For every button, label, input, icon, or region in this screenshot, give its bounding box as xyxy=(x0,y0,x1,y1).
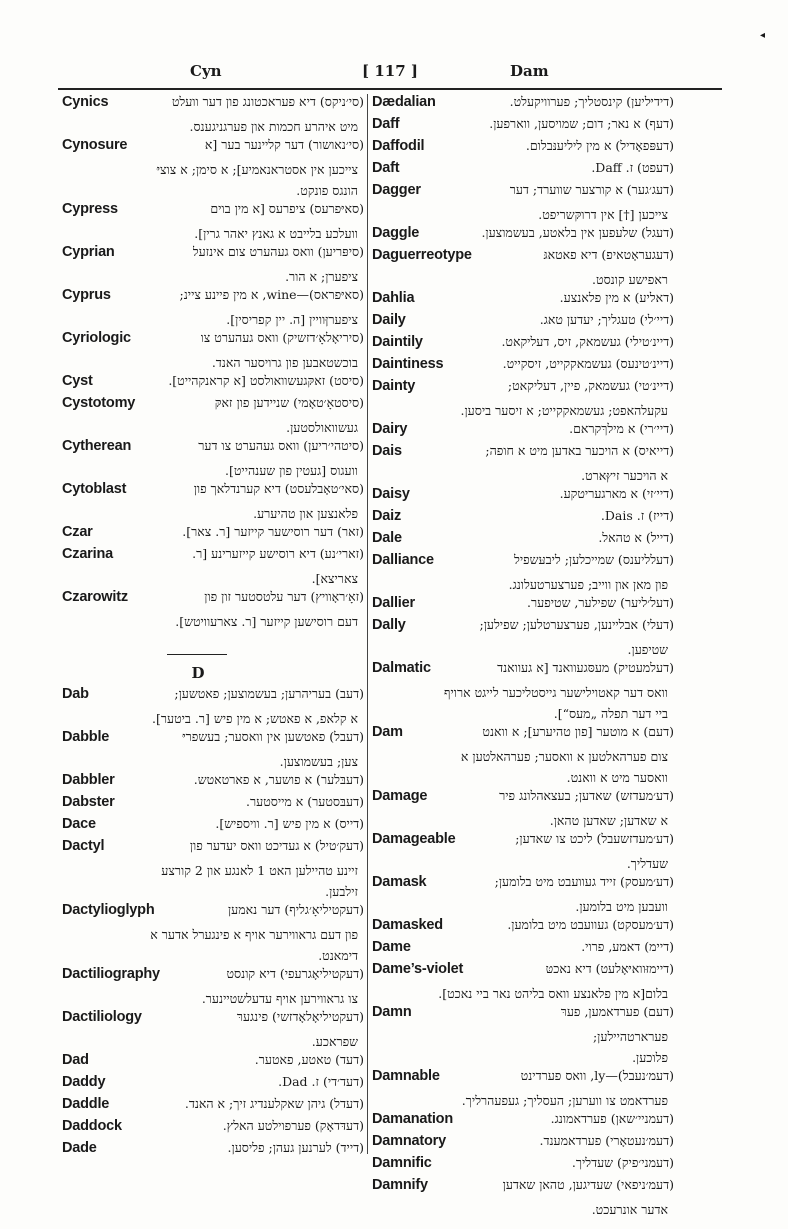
dictionary-entry xyxy=(62,838,364,902)
dictionary-entry xyxy=(62,589,364,632)
entry-first-line xyxy=(372,290,674,312)
margin-mark: ◂ xyxy=(760,30,766,41)
definition-text: (דיינ׳טינעס) געשמאקקייט, זיסקייט. xyxy=(502,356,674,371)
headword: Cynics xyxy=(62,94,109,110)
dictionary-entry xyxy=(62,686,364,729)
dictionary-entry xyxy=(62,816,364,838)
definition-text: (סיפּריען) וואס געהערט צום אינזעל xyxy=(192,244,364,259)
headword: Damn xyxy=(372,1004,412,1020)
headword: Daily xyxy=(372,312,406,328)
headword: Dahlia xyxy=(372,290,415,306)
dictionary-entry xyxy=(372,1004,674,1068)
dictionary-entry xyxy=(372,831,674,874)
headword: Cyst xyxy=(62,373,93,389)
definition-text: (סאיּפראס)—wine, א מין פיינע ציינ; xyxy=(179,287,364,302)
definition-text: (דעקטיליאָ׳גליף) דער נאמען xyxy=(227,902,364,917)
dictionary-entry xyxy=(372,617,674,660)
entry-first-line xyxy=(372,660,674,682)
entry-first-line xyxy=(372,138,674,160)
section-letter: D xyxy=(191,664,205,682)
definition-text: (דעגעראָטאיפ) דיא פאטאגּ xyxy=(543,247,674,262)
definition-text: (דיי׳רי) א מילךּקראם. xyxy=(569,421,674,436)
entry-first-line xyxy=(62,395,364,417)
headword: Dabster xyxy=(62,794,115,810)
definition-text: (דעף) א נאר; דום; שמויסען, ווארפען. xyxy=(489,116,674,131)
headword: Dam xyxy=(372,724,403,740)
dictionary-entry xyxy=(62,438,364,481)
definition-text: (דיי׳לי) טעגליך; יעדען טאג. xyxy=(539,312,674,327)
dictionary-entry xyxy=(62,1009,364,1052)
definition-continuation: פלאנצען און טהיערע. xyxy=(253,506,358,521)
entry-first-line xyxy=(372,312,674,334)
page-header xyxy=(60,62,720,84)
dictionary-entry xyxy=(372,552,674,595)
headword: Daffodil xyxy=(372,138,425,154)
column-divider xyxy=(367,94,368,1154)
definition-text: (דעל׳ליער) שפילער, שטיפער. xyxy=(527,595,674,610)
entry-first-line xyxy=(62,1140,364,1162)
entry-first-line xyxy=(62,1096,364,1118)
headword: Cystotomy xyxy=(62,395,136,411)
dictionary-entry xyxy=(372,116,674,138)
headword: Daisy xyxy=(372,486,410,502)
entry-first-line xyxy=(62,794,364,816)
definition-text: (דעמ׳ניפאי) שעדיגען, טהאן שאדען xyxy=(502,1177,674,1192)
definition-continuation: בוכשטאבען פון גרויסער האנד. xyxy=(211,355,358,370)
dictionary-entry xyxy=(62,1140,364,1162)
headword: Damnify xyxy=(372,1177,428,1193)
dictionary-entry xyxy=(372,160,674,182)
entry-first-line xyxy=(62,1052,364,1074)
definition-continuation: פלוכען. xyxy=(632,1050,668,1065)
definition-continuation: צען; בעשמוצען. xyxy=(279,754,358,769)
entry-first-line xyxy=(62,94,364,116)
dictionary-entry xyxy=(62,201,364,244)
headword: Daggle xyxy=(372,225,420,241)
dictionary-entry xyxy=(372,595,674,617)
dictionary-entry xyxy=(62,137,364,201)
headword: Damasked xyxy=(372,917,443,933)
headword: Daddle xyxy=(62,1096,110,1112)
entry-first-line xyxy=(372,552,674,574)
entry-first-line xyxy=(372,116,674,138)
headword: Czarina xyxy=(62,546,113,562)
dictionary-entry xyxy=(372,1177,674,1220)
definition-continuation: שפראכע. xyxy=(311,1034,358,1049)
left-column xyxy=(62,94,364,1162)
dictionary-entry xyxy=(372,1155,674,1177)
definition-text: (דעמ׳נעבל)—ly, וואס פערדינט xyxy=(520,1068,674,1083)
headword: Dame xyxy=(372,939,411,955)
entry-first-line xyxy=(62,244,364,266)
headword: Dade xyxy=(62,1140,97,1156)
definition-text: (דאליע) א מין פלאנצע. xyxy=(559,290,674,305)
definition-text: (סי׳ניקס) דיא פעראכטונג פון דער וועלט xyxy=(171,94,364,109)
definition-text: (דעמניי׳שאן) פערדאמונג. xyxy=(550,1111,674,1126)
headword: Cytoblast xyxy=(62,481,127,497)
dictionary-entry xyxy=(372,961,674,1004)
entry-first-line xyxy=(62,902,364,924)
entry-first-line xyxy=(62,330,364,352)
entry-first-line xyxy=(372,247,674,269)
dictionary-entry xyxy=(372,356,674,378)
definition-text: (סיסט) זאקּגעשוואולסט [א קראנקהייט]. xyxy=(168,373,364,388)
definition-continuation: וועלכע בלייבט א גאנץ יאהר גרין]. xyxy=(194,226,358,241)
definition-continuation: וואסער מיט א וואנט. xyxy=(566,770,668,785)
definition-text: (דעבּסטער) א מייסטער. xyxy=(246,794,364,809)
dictionary-entry xyxy=(372,1111,674,1133)
dictionary-entry xyxy=(62,373,364,395)
definition-text: (דעפּפאָדיל) א מין ליליענּבלום. xyxy=(525,138,674,153)
definition-text: (דעמני׳פיק) שעדליך. xyxy=(571,1155,674,1170)
definition-text: (דע׳מעדזש) שאדען; בעצאהלונג פיר xyxy=(499,788,674,803)
headword: Dainty xyxy=(372,378,416,394)
dictionary-entry xyxy=(372,486,674,508)
headword: Daiz xyxy=(372,508,402,524)
entry-first-line xyxy=(62,1009,364,1031)
definition-continuation: וועבען מיט בלומען. xyxy=(575,899,668,914)
entry-first-line xyxy=(62,373,364,395)
entry-first-line xyxy=(372,94,674,116)
entry-first-line xyxy=(372,617,674,639)
entry-first-line xyxy=(372,831,674,853)
definition-text: (דע׳מעסקט) געוועבט מיט בלומען. xyxy=(507,917,674,932)
definition-continuation: מיט איהרע חכמות און פערגניגענס. xyxy=(189,119,358,134)
definition-text: (דיי׳זי) א מארגעריטקע. xyxy=(559,486,674,501)
dictionary-entry xyxy=(62,966,364,1009)
headword: Damageable xyxy=(372,831,456,847)
definition-text: (דייס) א מין פיש [ר. וויספיש]. xyxy=(215,816,364,831)
definition-text: (דעקטיליאָגרעפי) דיא קונסט xyxy=(226,966,364,981)
definition-continuation: עקעלהאפט; געשמאקקייט; א זיסער ביסען. xyxy=(460,403,668,418)
dictionary-entry xyxy=(372,182,674,225)
definition-text: (דע׳מעסק) זייד געוועבט מיט בלומען; xyxy=(494,874,674,889)
headword: Dairy xyxy=(372,421,408,437)
headword: Dally xyxy=(372,617,406,633)
headword: Cynosure xyxy=(62,137,128,153)
definition-text: (דיימ) דאמע, פרוי. xyxy=(581,939,674,954)
definition-continuation: ציפערןּוויין [ה. יין קפריסין]. xyxy=(226,312,358,327)
definition-text: (דיינ׳טילי) געשמאק, זיס, דעליקאט. xyxy=(501,334,674,349)
definition-continuation: פערדאמט צו ווערען; העסליך; געפעהרליך. xyxy=(461,1093,668,1108)
entry-first-line xyxy=(372,1068,674,1090)
definition-text: (סאיּפרעס) ציפרעס [א מין בוים xyxy=(210,201,364,216)
dictionary-entry xyxy=(62,94,364,137)
headword: Damanation xyxy=(372,1111,453,1127)
entry-first-line xyxy=(62,137,364,159)
entry-first-line xyxy=(372,486,674,508)
dictionary-entry xyxy=(62,287,364,330)
dictionary-entry xyxy=(372,530,674,552)
entry-first-line xyxy=(372,182,674,204)
headword: Dagger xyxy=(372,182,421,198)
definition-text: (דידיּליען) קינסטליך; פערוויקעלט. xyxy=(509,94,674,109)
definition-text: (דייאיס) א הויכער באדען מיט א חופה; xyxy=(485,443,674,458)
definition-text: (דעם) א מוטער [פון טהיערע]; א וואנט xyxy=(482,724,674,739)
headword: Damnable xyxy=(372,1068,440,1084)
entry-first-line xyxy=(372,788,674,810)
definition-text: (דעלמעטיק) מעסּגעוואנד [א געוואנד xyxy=(497,660,674,675)
definition-text: (סיריאָלאָ׳דזשיק) וואס געהערט צו xyxy=(200,330,364,345)
headword: Dædalian xyxy=(372,94,436,110)
definition-text: (דע׳מעדזשעבל) ליכט צו שאדען; xyxy=(515,831,674,846)
headword: Damnific xyxy=(372,1155,432,1171)
dictionary-entry xyxy=(62,330,364,373)
headword: Cypress xyxy=(62,201,118,217)
entry-first-line xyxy=(62,524,364,546)
definition-continuation: געשוואולסטען. xyxy=(286,420,358,435)
dictionary-entry xyxy=(372,443,674,486)
entry-first-line xyxy=(372,917,674,939)
definition-text: (דעב) בעריהרען; בעשמוצען; פאטשען; xyxy=(174,686,364,701)
entry-first-line xyxy=(62,481,364,503)
entry-first-line xyxy=(372,530,674,552)
definition-text: (דיימזּוואיּאָלעט) דיא נאכטּ xyxy=(545,961,674,976)
headword: Daintiness xyxy=(372,356,444,372)
page-number: [ 117 ] xyxy=(362,62,418,80)
definition-continuation: דעם רוסישען קייזער [ר. צארעוויטש]. xyxy=(175,614,358,629)
headword: Dactiliology xyxy=(62,1009,142,1025)
dictionary-entry xyxy=(372,247,674,290)
entry-first-line xyxy=(372,225,674,247)
entry-first-line xyxy=(62,438,364,460)
headword: Dalliance xyxy=(372,552,434,568)
dictionary-entry xyxy=(372,421,674,443)
entry-first-line xyxy=(372,443,674,465)
definition-text: (דייד) לערנען געהן; פליסען. xyxy=(227,1140,364,1155)
dictionary-entry xyxy=(372,138,674,160)
dictionary-entry xyxy=(372,1133,674,1155)
headword: Dais xyxy=(372,443,402,459)
entry-first-line xyxy=(62,1118,364,1140)
headword: Cyprus xyxy=(62,287,111,303)
definition-text: (דעד) טאטע, פאטער. xyxy=(254,1052,364,1067)
dictionary-entry xyxy=(62,524,364,546)
right-column xyxy=(372,94,674,1220)
entry-first-line xyxy=(62,201,364,223)
entry-first-line xyxy=(62,966,364,988)
definition-text: (דעבּלער) א פושער, א פארטאטש. xyxy=(193,772,364,787)
dictionary-entry xyxy=(62,244,364,287)
dictionary-entry xyxy=(372,312,674,334)
entry-first-line xyxy=(62,838,364,860)
definition-text: (סיטהי׳ריען) וואס געהערט צו דער xyxy=(198,438,364,453)
dictionary-entry xyxy=(372,660,674,724)
dictionary-entry xyxy=(62,902,364,966)
headword: Dalmatic xyxy=(372,660,431,676)
definition-text: (דיינ׳טי) געשמאק, פיין, דעליקאט; xyxy=(507,378,674,393)
definition-text: (זאָ׳ראָוויץ) דער עלטסטער זון פון xyxy=(204,589,364,604)
headword: Damage xyxy=(372,788,428,804)
entry-first-line xyxy=(372,378,674,400)
headword: Dace xyxy=(62,816,96,832)
dictionary-entry xyxy=(62,395,364,438)
definition-continuation: פערארטהיילען; xyxy=(592,1029,668,1044)
definition-continuation: צייכען אין אסטראנאמיע]; א סימן; א צוציּ xyxy=(156,162,358,177)
definition-continuation: צום פערהאלטען א וואסער; פערהאלטען א xyxy=(460,749,668,764)
definition-continuation: אדער אונרעכט. xyxy=(591,1202,668,1217)
definition-continuation: א קלאפ, א פאטש; א מין פיש [ר. ביטער]. xyxy=(152,711,358,726)
dictionary-entry xyxy=(62,1118,364,1140)
entry-first-line xyxy=(372,874,674,896)
headword: Daintily xyxy=(372,334,423,350)
headword: Dabbler xyxy=(62,772,115,788)
headword: Cytherean xyxy=(62,438,132,454)
section-divider xyxy=(62,632,364,660)
definition-text: (דעלליענס) שמייכלען; ליבעּשפיל xyxy=(514,552,674,567)
entry-first-line xyxy=(372,334,674,356)
definition-text: (דעגל) שלעפען אין בלאטע, בעשמוצען. xyxy=(481,225,674,240)
entry-first-line xyxy=(372,356,674,378)
headword: Dactiliography xyxy=(62,966,160,982)
definition-text: (סי׳נאושור) דער קליינער בער [א xyxy=(204,137,364,152)
dictionary-entry xyxy=(372,874,674,917)
entry-first-line xyxy=(372,421,674,443)
definition-text: (דעדל) גיהן שאקלענדיג זיך; א האנד. xyxy=(184,1096,364,1111)
dictionary-entry xyxy=(62,481,364,524)
headword: Dale xyxy=(372,530,402,546)
definition-continuation: דימאנט. xyxy=(318,948,358,963)
dictionary-entry xyxy=(62,794,364,816)
headword: Daff xyxy=(372,116,400,132)
entry-first-line xyxy=(62,546,364,568)
definition-continuation: ציפערן; א הור. xyxy=(285,269,358,284)
entry-first-line xyxy=(62,589,364,611)
entry-first-line xyxy=(372,508,674,530)
definition-text: (דייל) א טהאל. xyxy=(598,530,674,545)
headword: Dad xyxy=(62,1052,89,1068)
headword: Daddock xyxy=(62,1118,122,1134)
dictionary-entry xyxy=(372,334,674,356)
dictionary-entry xyxy=(372,724,674,788)
definition-text: (דייז) ז. Dais. xyxy=(600,508,674,523)
dictionary-entry xyxy=(372,508,674,530)
entry-first-line xyxy=(62,287,364,309)
definition-text: (דעם) פערדאמען, פערּ xyxy=(560,1004,674,1019)
header-right-guideword: Dam xyxy=(510,62,549,80)
entry-first-line xyxy=(372,724,674,746)
definition-text: (דעבל) פאטשען אין וואסער; בעשפריּ xyxy=(182,729,364,744)
entry-first-line xyxy=(372,961,674,983)
definition-continuation: פון מאן און ווייב; פערצערטעלונג. xyxy=(508,577,668,592)
headword: Czar xyxy=(62,524,93,540)
entry-first-line xyxy=(372,1155,674,1177)
headword: Dab xyxy=(62,686,89,702)
entry-first-line xyxy=(372,595,674,617)
definition-continuation: צאריצא]. xyxy=(311,571,358,586)
entry-first-line xyxy=(372,1177,674,1199)
header-left-guideword: Cyn xyxy=(190,62,222,80)
definition-text: (דעד׳די) ז. Dad. xyxy=(278,1074,364,1089)
entry-first-line xyxy=(62,1074,364,1096)
definition-continuation: ביי דער תפלה „מעס“]. xyxy=(553,706,668,721)
definition-continuation: צייכען [†] אין דרוקּשריפט. xyxy=(538,207,668,222)
definition-text: (סאי׳טאָבלעסט) דיא קערנדלאך פון xyxy=(193,481,364,496)
dictionary-entry xyxy=(372,1068,674,1111)
dictionary-entry xyxy=(372,939,674,961)
definition-text: (זארי׳נע) דיא רוסישע קייזערינע [ר. xyxy=(192,546,364,561)
definition-continuation: פון דעם גראווירער אויף א פינגערל אדער א xyxy=(150,927,358,942)
definition-text: (דעפט) ז. Daff. xyxy=(591,160,674,175)
headword: Dactylioglyph xyxy=(62,902,155,918)
dictionary-entry xyxy=(372,378,674,421)
definition-continuation: זיינע טהיילען האט 1 לאנגע און 2 קורצע xyxy=(161,863,358,878)
headword: Cyprian xyxy=(62,244,115,260)
definition-text: (דעק׳טיל) א געדיכט וואס יעדער פון xyxy=(189,838,364,853)
dictionary-entry xyxy=(372,290,674,312)
headword: Dactyl xyxy=(62,838,105,854)
headword: Cyriologic xyxy=(62,330,131,346)
definition-continuation: בלום[א מין פלאנצע וואס בליהט נאר ביי נאכט]. xyxy=(438,986,668,1001)
entry-first-line xyxy=(372,1004,674,1026)
entry-first-line xyxy=(372,939,674,961)
definition-continuation: וואס דער קאטוילישער גייסטליכער לייגט ארויף xyxy=(444,685,668,700)
entry-first-line xyxy=(372,160,674,182)
headword: Daft xyxy=(372,160,400,176)
definition-continuation: שטיפען. xyxy=(627,642,668,657)
headword: Damask xyxy=(372,874,427,890)
definition-text: (סיסטאָ׳טאָמי) שניידען פון זאקּ xyxy=(214,395,364,410)
dictionary-entry xyxy=(372,917,674,939)
dictionary-entry xyxy=(372,788,674,831)
entry-first-line xyxy=(62,729,364,751)
definition-text: (דעמ׳נעטאָרי) פערדאמענד. xyxy=(539,1133,674,1148)
definition-continuation: שעדליך. xyxy=(626,856,668,871)
dictionary-entry xyxy=(62,772,364,794)
definition-continuation: צו גראווירען אויף עדעלשטיינער. xyxy=(201,991,358,1006)
definition-continuation: זילבען. xyxy=(325,884,358,899)
dictionary-entry xyxy=(62,1052,364,1074)
dictionary-entry xyxy=(62,729,364,772)
definition-text: (דעלי) אבליינען, פערצערטלען; שפילען; xyxy=(479,617,674,632)
headword: Dabble xyxy=(62,729,110,745)
definition-continuation: א שאדען; שאדען טהאן. xyxy=(549,813,668,828)
definition-text: (דעקטיליאָלאָדזשי) פינגערּ xyxy=(236,1009,364,1024)
dictionary-entry xyxy=(372,94,674,116)
definition-continuation: א הויכער זיץּארט. xyxy=(581,468,668,483)
headword: Daddy xyxy=(62,1074,106,1090)
headword: Daguerreotype xyxy=(372,247,472,263)
dictionary-entry xyxy=(372,225,674,247)
definition-continuation: וועגוס [געטין פון שענהייט]. xyxy=(225,463,358,478)
definition-text: (דעג׳גער) א קורצער שווערד; דער xyxy=(509,182,674,197)
entry-first-line xyxy=(62,772,364,794)
headword: Dame’s-violet xyxy=(372,961,464,977)
entry-first-line xyxy=(62,816,364,838)
header-rule xyxy=(58,88,722,90)
dictionary-entry xyxy=(62,546,364,589)
definition-text: (זאר) דער רוסישער קייזער [ר. צאר]. xyxy=(182,524,364,539)
definition-text: (דעדּדאָק) פערפוילטע האלץ. xyxy=(222,1118,364,1133)
dictionary-entry xyxy=(62,1074,364,1096)
entry-first-line xyxy=(62,686,364,708)
entry-first-line xyxy=(372,1133,674,1155)
entry-first-line xyxy=(372,1111,674,1133)
definition-continuation: הונגס פונקט. xyxy=(296,183,358,198)
headword: Czarowitz xyxy=(62,589,128,605)
headword: Damnatory xyxy=(372,1133,446,1149)
dictionary-entry xyxy=(62,1096,364,1118)
headword: Dallier xyxy=(372,595,415,611)
section-rule xyxy=(167,654,227,655)
definition-continuation: ראפישע קונסט. xyxy=(592,272,668,287)
